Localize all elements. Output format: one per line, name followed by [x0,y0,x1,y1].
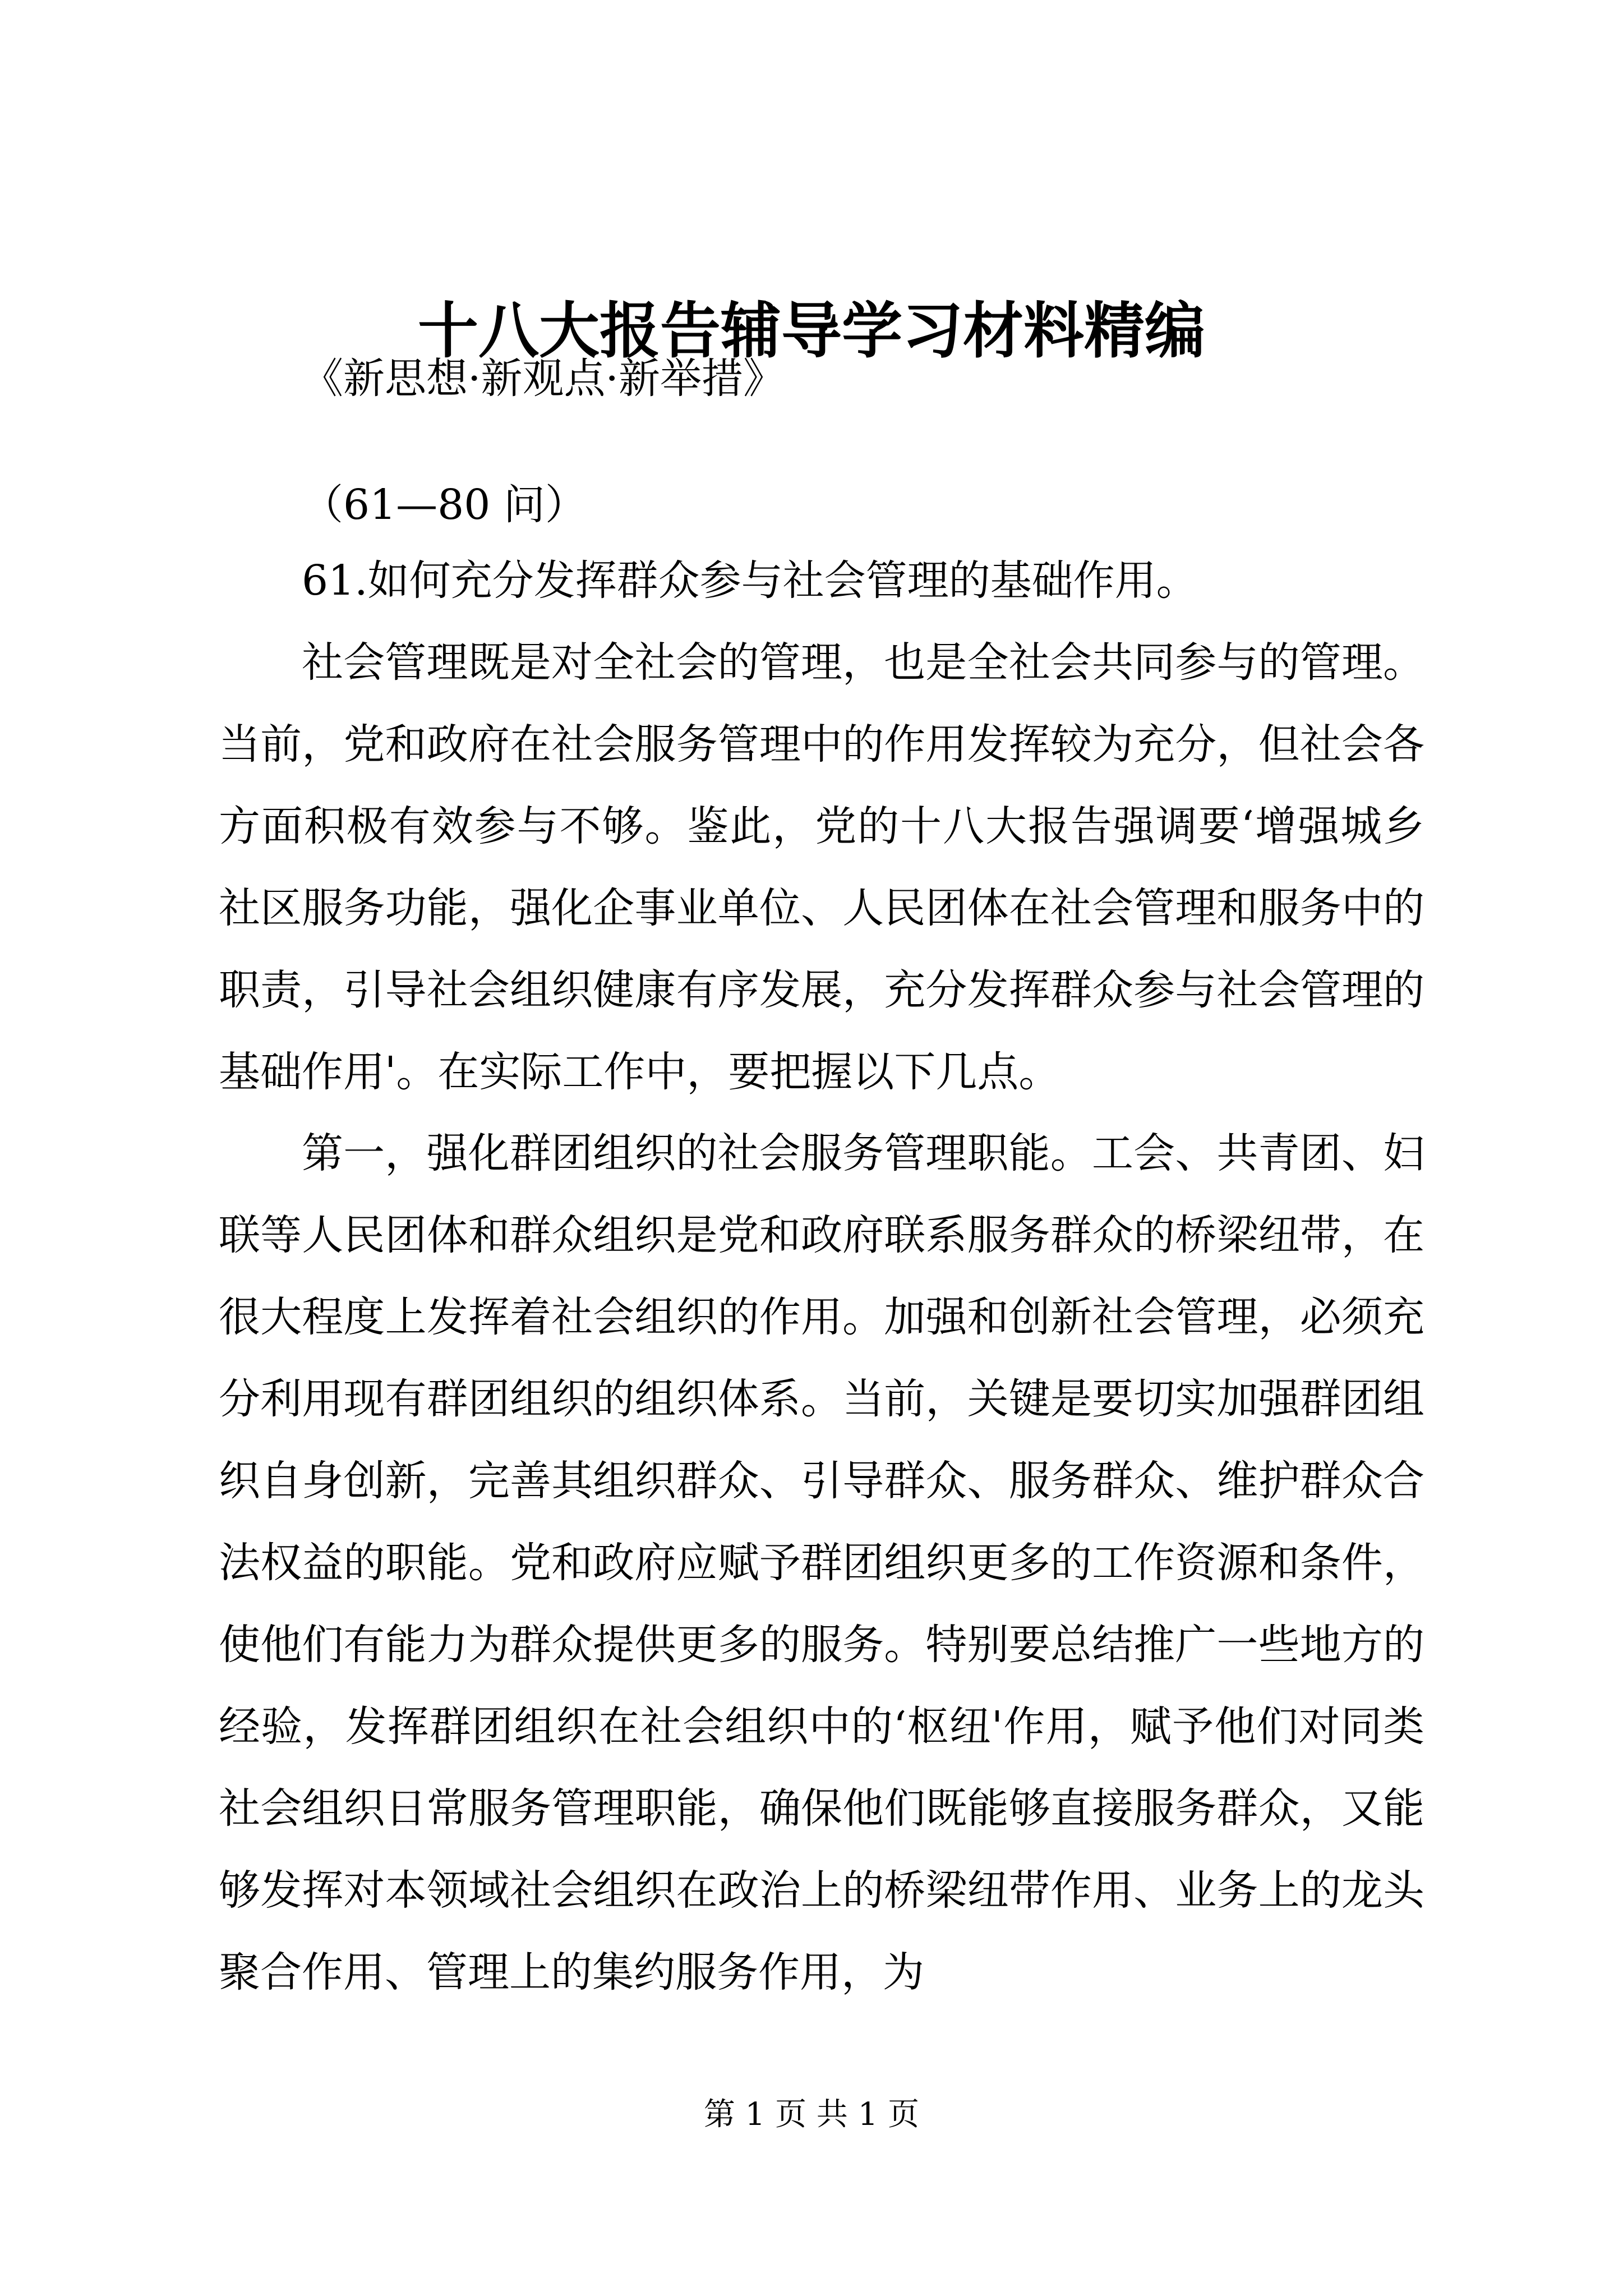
question-heading: 61.如何充分发挥群众参与社会管理的基础作用。 [302,556,1198,605]
paragraph-text: 第一，强化群团组织的社会服务管理职能。工会、共青团、妇联等人民团体和群众组织是党和政府联系服务群众的桥梁纽带，在很大程度上发挥着社会组织的作用。加强和创新社会管理，必须充分利用现有群团组织的组织体系。当前，关键是要切实加强群团组织自身创新，完善其组织群众、引导群众、服务群众、维护群众合法权益的职能。党和政府应赋予群团组织更多的工作资源和条件，使他们有能力为群众提供更多的服务。特别要总结推广一些地方的经验，发挥群团组织在社会组织中的‘枢纽'作用，赋予他们对同类社会组织日常服务管理职能，确保他们既能够直接服务群众，又能够发挥对本领域社会组织在政治上的桥梁纽带作用、业务上的龙头聚合作用、管理上的集约服务作用，为 [219,1129,1424,1996]
document-title: 十八大报告辅导学习材料精编 [417,296,1205,366]
body-paragraph-2 [219,1112,1424,2013]
paragraph-text: 社会管理既是对全社会的管理，也是全社会共同参与的管理。当前，党和政府在社会服务管理中的作用发挥较为充分，但社会各方面积极有效参与不够。鉴此，党的十八大报告强调要‘增强城乡社区服务功能，强化企事业单位、人民团体在社会管理和服务中的职责，引导社会组织健康有序发展，充分发挥群众参与社会管理的基础作用'。在实际工作中，要把握以下几点。 [219,638,1424,1096]
question-range: （61—80 问） [302,481,587,529]
page-footer: 第 1 页 共 1 页 [703,2096,920,2133]
document-subtitle: 《新思想·新观点·新举措》 [302,355,785,403]
body-paragraph-1 [219,622,1424,1113]
